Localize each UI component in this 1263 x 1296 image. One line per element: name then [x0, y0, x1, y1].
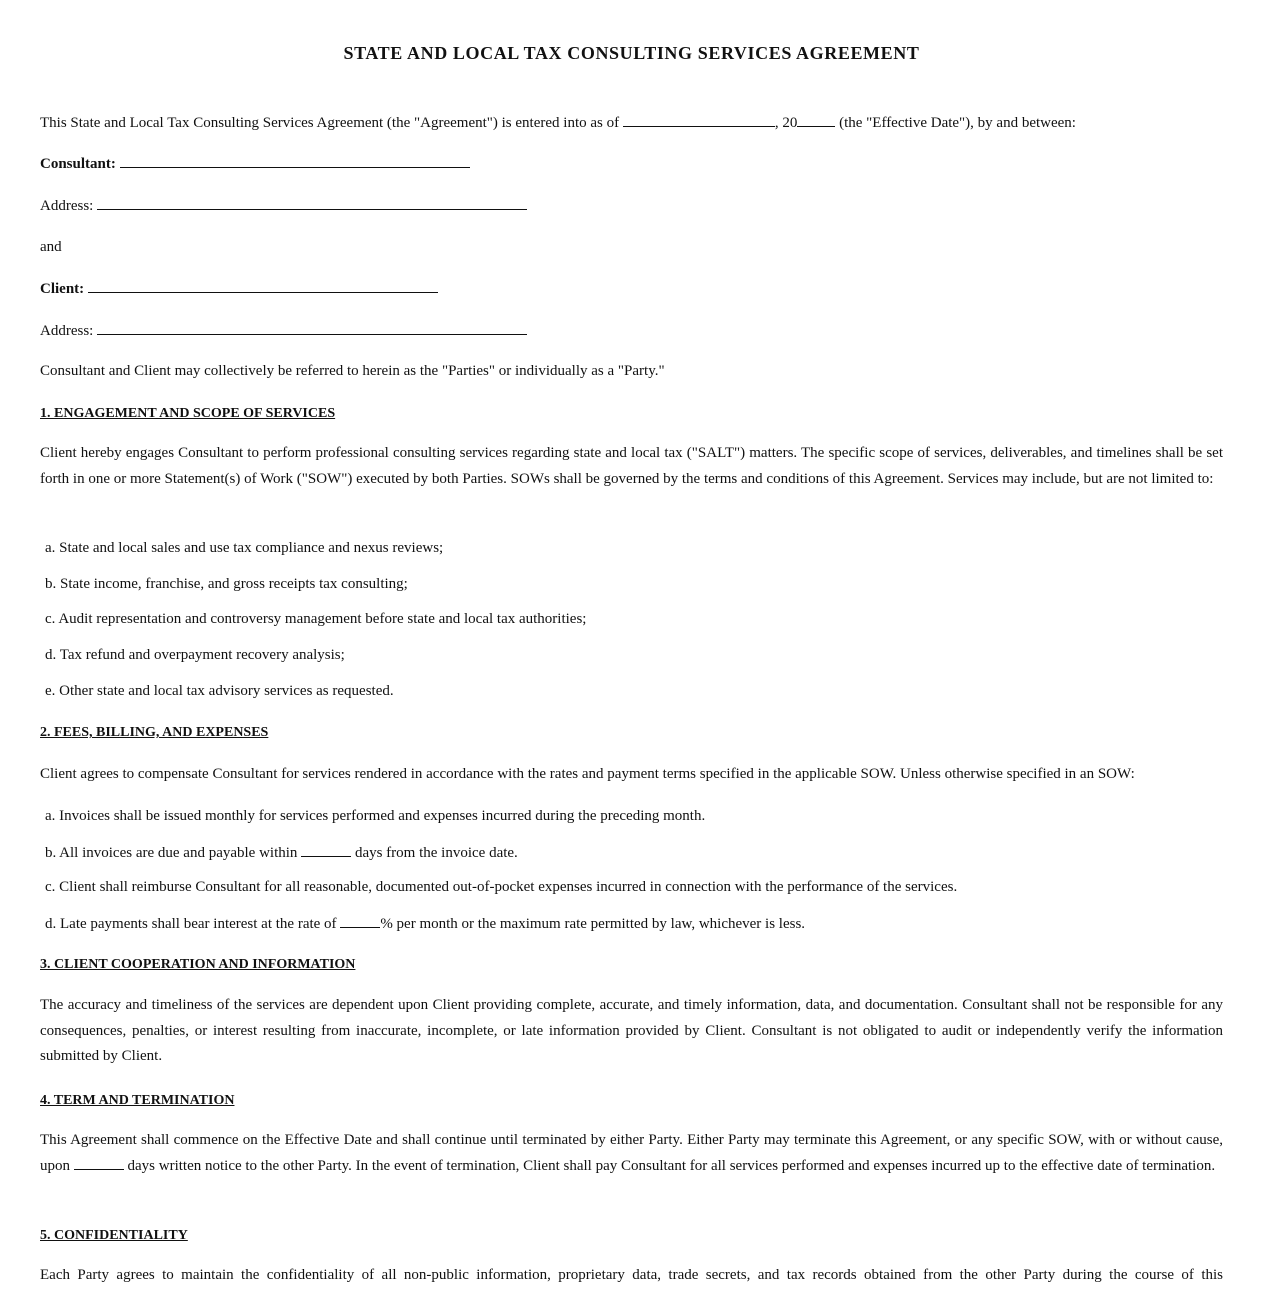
- section-5-body: Each Party agrees to maintain the confidentiality of all non-public information, proprietary data, trade secrets, and tax records obtained from the other Party during the course of this: [40, 1267, 1223, 1283]
- intro-text-1: This State and Local Tax Consulting Services Agreement (the "Agreement") is entered into as of: [40, 115, 623, 131]
- consultant-address-line: [40, 195, 527, 216]
- section-5-heading: 5. CONFIDENTIALITY: [40, 1228, 188, 1243]
- client-address-line: [40, 320, 527, 341]
- client-address-blank[interactable]: [97, 320, 527, 335]
- section-4-text-1: This Agreement shall commence on the Effective Date and shall continue until terminated by either Party. Either Party may terminate this Agreement, or any specific SOW, with or without cause, upon: [40, 1132, 1223, 1174]
- section-1-item-b: b. State income, franchise, and gross receipts tax consulting;: [45, 576, 408, 592]
- section-2-body: Client agrees to compensate Consultant for services rendered in accordance with the rates and payment terms specified in the applicable SOW. Unless otherwise specified in an SOW:: [40, 766, 1135, 782]
- section-4-text-2: days written notice to the other Party. In the event of termination, Client shall pay Consultant for all services performed and expenses incurred up to the effective date of termination.: [123, 1157, 1216, 1174]
- section-2-heading: 2. FEES, BILLING, AND EXPENSES: [40, 725, 269, 740]
- item-d-text-1: d. Late payments shall bear interest at the rate of: [45, 916, 341, 932]
- document-title: STATE AND LOCAL TAX CONSULTING SERVICES AGREEMENT: [343, 43, 920, 63]
- notice-days-blank[interactable]: [74, 1155, 124, 1170]
- section-1-item-e: e. Other state and local tax advisory services as requested.: [45, 683, 394, 699]
- section-2-item-b: [45, 842, 518, 863]
- interest-rate-blank[interactable]: [340, 913, 380, 928]
- client-line: [40, 278, 438, 299]
- consultant-address-blank[interactable]: [97, 195, 527, 210]
- parties-paragraph: Consultant and Client may collectively be referred to herein as the "Parties" or individually as a "Party.": [40, 363, 665, 379]
- item-d-text-2: % per month or the maximum rate permitted by law, whichever is less.: [380, 916, 806, 932]
- client-address-label: Address:: [40, 323, 94, 339]
- client-label: Client:: [40, 281, 85, 297]
- consultant-address-label: Address:: [40, 198, 94, 214]
- client-name-blank[interactable]: [88, 278, 438, 293]
- consultant-label: Consultant:: [40, 156, 116, 172]
- section-3-body: The accuracy and timeliness of the services are dependent upon Client providing complete, accurate, and timely information, data, and documentation. Consultant shall not be responsible for any consequences, penalties, or interest resulting from inaccurate, incomplete, or late information provided by Client. Consultant is not obligated to audit or independently verify the information submitted by Client.: [40, 997, 1223, 1065]
- section-1-item-c: c. Audit representation and controversy management before state and local tax authorities;: [45, 611, 587, 627]
- section-1-body: Client hereby engages Consultant to perform professional consulting services regarding state and local tax ("SALT") matters. The specific scope of services, deliverables, and timelines shall be set forth in one or more Statement(s) of Work ("SOW") executed by both Parties. SOWs shall be governed by the terms and conditions of this Agreement. Services may include, but are not limited to:: [40, 445, 1223, 487]
- consultant-name-blank[interactable]: [120, 153, 470, 168]
- item-b-text-1: b. All invoices are due and payable within: [45, 845, 302, 861]
- section-4-heading: 4. TERM AND TERMINATION: [40, 1093, 235, 1108]
- section-1-item-a: a. State and local sales and use tax compliance and nexus reviews;: [45, 540, 444, 556]
- consultant-line: [40, 153, 470, 174]
- year-blank[interactable]: [797, 112, 835, 127]
- intro-text-2: , 20: [774, 115, 798, 131]
- payment-days-blank[interactable]: [301, 842, 351, 857]
- section-3-heading: 3. CLIENT COOPERATION AND INFORMATION: [40, 957, 356, 972]
- item-b-text-2: days from the invoice date.: [351, 845, 518, 861]
- section-1-item-d: d. Tax refund and overpayment recovery analysis;: [45, 647, 345, 663]
- intro-paragraph: [40, 112, 1076, 133]
- section-2-item-c: c. Client shall reimburse Consultant for all reasonable, documented out-of-pocket expenses incurred in connection with the performance of the services.: [45, 879, 958, 895]
- intro-text-3: (the "Effective Date"), by and between:: [835, 115, 1076, 131]
- and-text: and: [40, 239, 62, 255]
- section-1-heading: 1. ENGAGEMENT AND SCOPE OF SERVICES: [40, 406, 336, 421]
- section-2-item-a: a. Invoices shall be issued monthly for services performed and expenses incurred during the preceding month.: [45, 808, 706, 824]
- date-blank[interactable]: [623, 112, 775, 127]
- section-2-item-d: [45, 913, 805, 934]
- section-4-body: [40, 1128, 1223, 1179]
